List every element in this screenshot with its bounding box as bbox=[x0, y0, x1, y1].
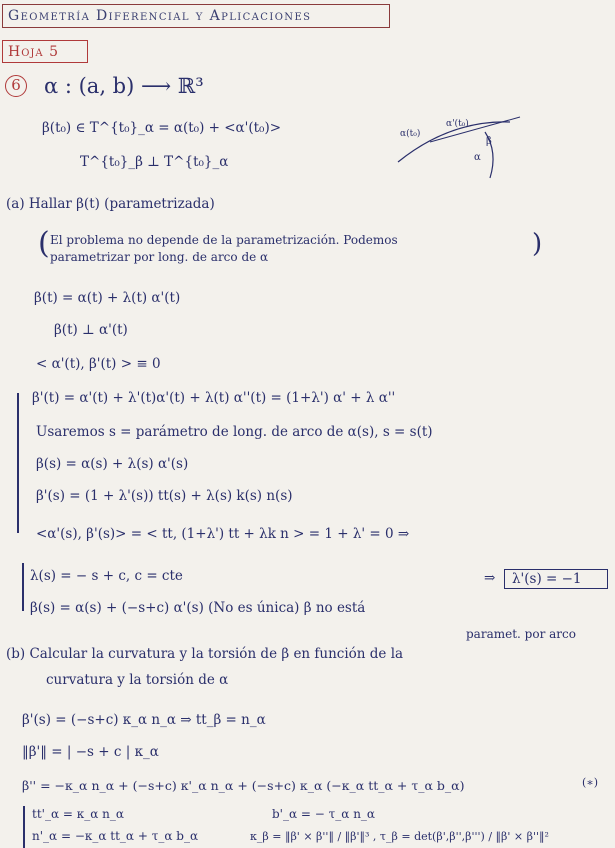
line-beta-derivative: β'(t) = α'(t) + λ'(t)α'(t) + λ(t) α''(t) = (1+λ') α' + λ α'' bbox=[32, 390, 396, 406]
line-beta-prime-s: β'(s) = (1 + λ'(s)) tt(s) + λ(s) k(s) n(s) bbox=[36, 488, 293, 504]
note-line-2: parametrizar por long. de arco de α bbox=[50, 250, 269, 264]
label-alpha: α bbox=[474, 152, 481, 163]
implies-arrow: ⇒ bbox=[484, 570, 496, 586]
line-beta-prime-frenet: β'(s) = (−s+c) κ_α n_α ⇒ tt_β = n_α bbox=[22, 712, 266, 728]
line-beta-formula: β(t) = α(t) + λ(t) α'(t) bbox=[34, 290, 181, 306]
line-inner-product: < α'(t), β'(t) > ≡ 0 bbox=[36, 356, 161, 372]
star-mark: (∗) bbox=[582, 776, 599, 789]
line-arc-length-note: Usaremos s = parámetro de long. de arco de α(s), s = s(t) bbox=[36, 424, 433, 440]
document-title: Geometría Diferencial y Aplicaciones bbox=[2, 4, 390, 28]
line-beta-in-tangent: β(t₀) ∈ T^{t₀}_α = α(t₀) + <α'(t₀)> bbox=[42, 120, 282, 136]
close-paren: ) bbox=[532, 229, 543, 259]
bracket-bar bbox=[23, 806, 25, 848]
line-beta-norm: ‖β'‖ = | −s + c | κ_α bbox=[22, 744, 159, 760]
bracket-bar bbox=[22, 563, 24, 611]
open-paren: ( bbox=[38, 226, 50, 261]
label-alpha-prime: α'(t₀) bbox=[446, 119, 469, 129]
line-beta-second: β'' = −κ_α n_α + (−s+c) κ'_α n_α + (−s+c) κ_α (−κ_α tt_α + τ_α b_α) bbox=[22, 778, 465, 793]
line-inner-product-s: <α'(s), β'(s)> = < tt, (1+λ') tt + λk n > = 1 + λ' = 0 ⇒ bbox=[36, 526, 410, 542]
line-beta-s: β(s) = α(s) + λ(s) α'(s) bbox=[36, 456, 189, 472]
note-param: paramet. por arco bbox=[466, 627, 576, 641]
line-orthogonality: T^{t₀}_β ⊥ T^{t₀}_α bbox=[80, 154, 229, 170]
line-beta-perp: β(t) ⊥ α'(t) bbox=[54, 322, 128, 338]
line-frenet-n: n'_α = −κ_α tt_α + τ_α b_α bbox=[32, 829, 199, 843]
boxed-result-text: λ'(s) = −1 bbox=[512, 571, 582, 587]
tangent-sketch bbox=[390, 112, 540, 182]
line-curve-definition: α : (a, b) ⟶ ℝ³ bbox=[44, 74, 204, 98]
label-alpha-t0: α(t₀) bbox=[400, 129, 421, 139]
part-b-heading-cont: curvatura y la torsión de α bbox=[46, 672, 229, 688]
part-a-heading: (a) Hallar β(t) (parametrizada) bbox=[6, 196, 215, 212]
line-curvature-torsion-beta: κ_β = ‖β' × β''‖ / ‖β'‖³ , τ_β = det(β',β'',β''') / ‖β' × β''‖² bbox=[250, 830, 549, 843]
line-lambda: λ(s) = − s + c, c = cte bbox=[30, 568, 183, 584]
tangent-line bbox=[430, 117, 520, 142]
line-frenet-b: b'_α = − τ_α n_α bbox=[272, 807, 376, 821]
sheet-label: Hoja 5 bbox=[2, 40, 88, 63]
bracket-bar bbox=[17, 393, 19, 533]
note-line-1: El problema no depende de la parametrización. Podemos bbox=[50, 233, 398, 247]
line-beta-final: β(s) = α(s) + (−s+c) α'(s) (No es única) β no está bbox=[30, 600, 366, 616]
line-frenet-t: tt'_α = κ_α n_α bbox=[32, 807, 124, 821]
part-b-heading: (b) Calcular la curvatura y la torsión de β en función de la bbox=[6, 646, 404, 662]
label-beta: β bbox=[486, 136, 492, 147]
problem-number: 6 bbox=[5, 75, 27, 97]
